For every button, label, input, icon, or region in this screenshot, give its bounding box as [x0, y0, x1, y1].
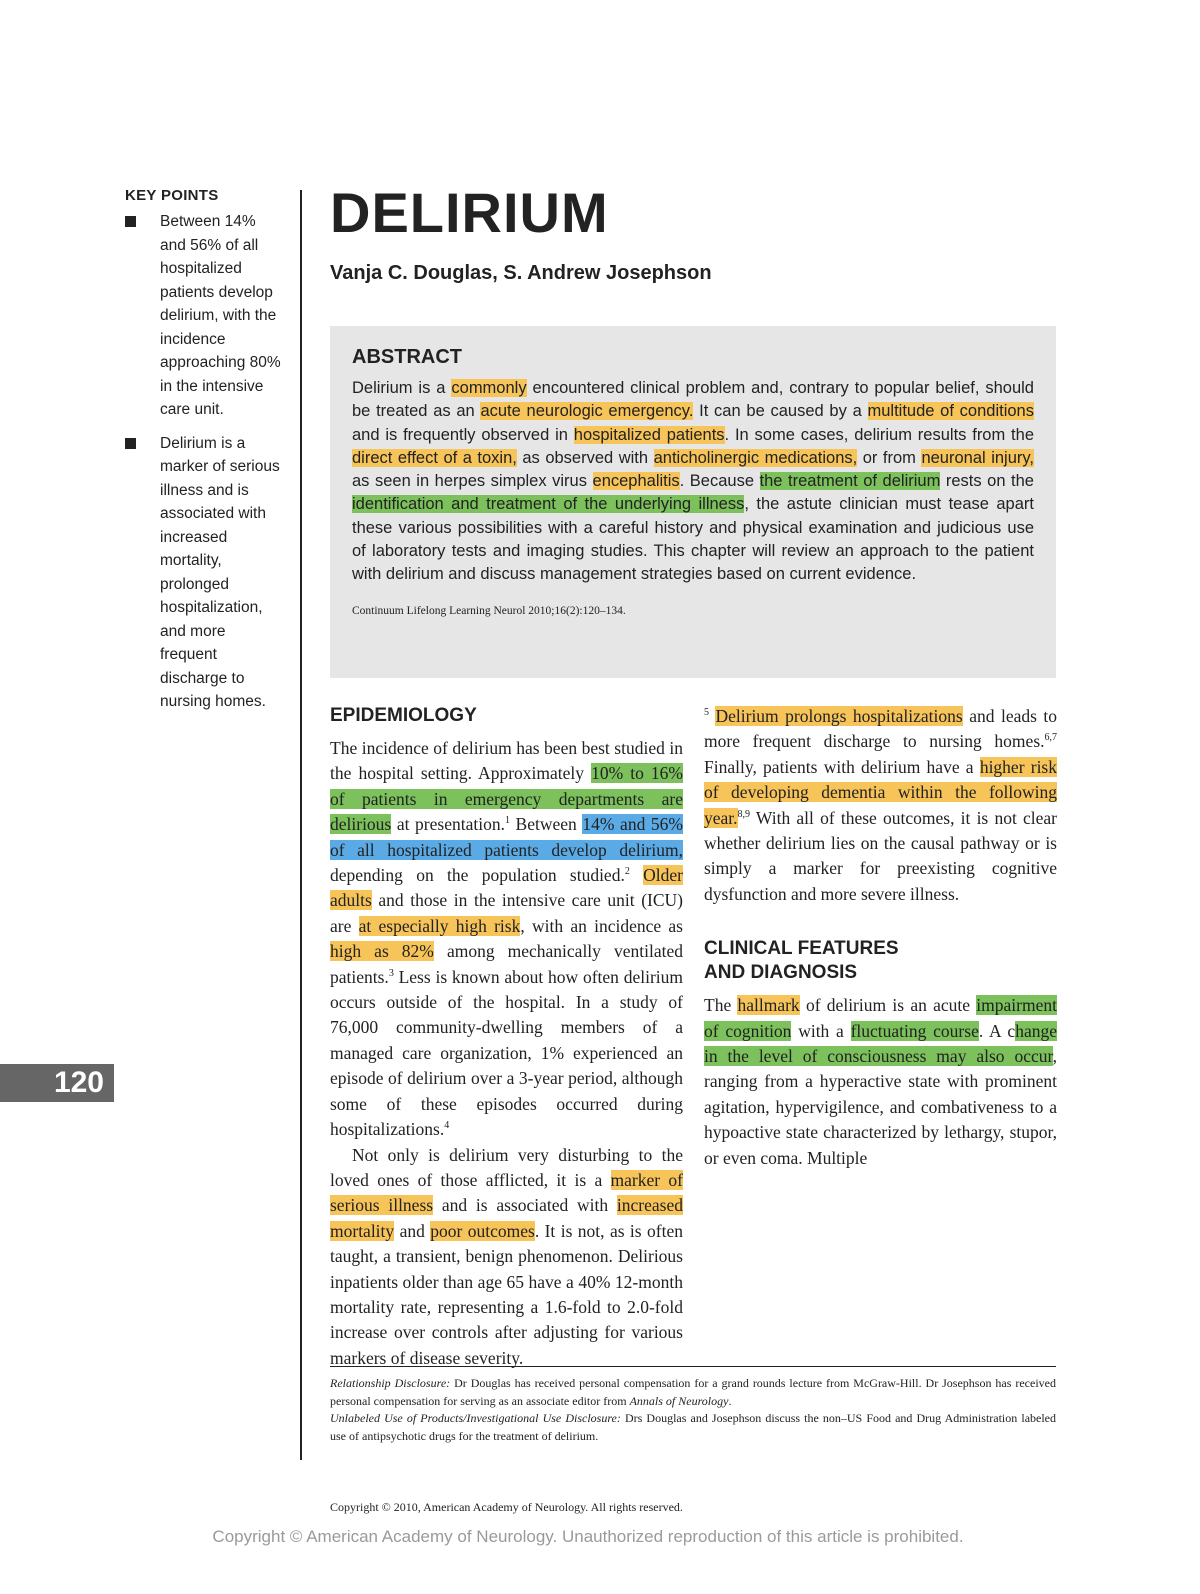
key-points-heading: KEY POINTS — [125, 187, 219, 204]
reference-marker: 6,7 — [1044, 732, 1057, 744]
abstract-box — [330, 326, 1056, 678]
highlight-blue: 14% and 56% of all hospitalized patients develop delirium, — [330, 814, 683, 860]
highlight-yellow: hallmark — [737, 995, 800, 1016]
highlight-yellow: at especially high risk — [358, 915, 521, 936]
body-paragraph: The hallmark of delirium is an acute impairment of cognition with a fluctuating course. A change in the level of consciousness may also occur, ranging from a hyperactive state with prominent agitation, hypervigilence, and combativeness to a hypoactive state characterized by lethargy, stupor, or even coma. Multiple — [704, 995, 1057, 1168]
key-point-item: Delirium is a marker of serious illness and is associated with increased mortality, prolonged hospitalization, and more frequent discharge to nursing homes. — [125, 432, 285, 714]
key-point-item: Between 14% and 56% of all hospitalized patients develop delirium, with the incidence approaching 80% in the intensive care unit. — [125, 210, 285, 422]
abstract-text: Delirium is a commonly encountered clinical problem and, contrary to popular belief, should be treated as an acute neurologic emergency. It can be caused by a multitude of conditions and is frequently observed in hospitalized patients. In some cases, delirium results from the direct effect of a toxin, as observed with anticholinergic medications, or from neuronal injury, as seen in herpes simplex virus encephalitis. Because the treatment of delirium rests on the identification and treatment of the underlying illness, the astute clinician must tease apart these various possibilities with a careful history and physical examination and judicious use of laboratory tests and imaging studies. This chapter will review an approach to the patient with delirium and discuss management strategies based on current evidence. — [352, 379, 1034, 584]
reference-marker: 5 — [704, 707, 709, 719]
highlight-green: the treatment of delirium — [759, 472, 941, 491]
highlight-green: hange in the level of consciousness may also occur — [704, 1020, 1057, 1067]
reference-marker: 3 — [388, 967, 394, 979]
key-points-list — [125, 210, 285, 714]
article-title: DELIRIUM — [330, 181, 609, 244]
reference-marker: 2 — [624, 866, 630, 878]
disclosure-footnote — [330, 1366, 1056, 1445]
section-heading-epidemiology: EPIDEMIOLOGY — [330, 705, 477, 726]
highlight-yellow: encephalitis — [592, 472, 680, 491]
body-paragraph: The incidence of delirium has been best studied in the hospital setting. Approximately 10% to 16% of patients in emergency departments are delirious at presentation.$^1$ Between 14% and 56% of all hospitalized patients develop delirium, depending on the population studied.$^2$ Older adults and those in the intensive care unit (ICU) are at especially high risk, with an incidence as high as 82% among mechanically ventilated patients.$^3$ Less is known about how often delirium occurs outside of the hospital. In a study of 76,000 community-dwelling members of a managed care organization, 1% experienced an episode of delirium over a 3-year period, although some of these episodes occurred during hospitalizations.$^4$ — [330, 738, 684, 1140]
highlight-yellow: Delirium prolongs hospitalizations — [715, 706, 963, 726]
body-column-left — [330, 704, 683, 1371]
reference-marker: 4 — [444, 1120, 450, 1132]
copyright-watermark: Copyright © American Academy of Neurology. Unauthorized reproduction of this article is prohibited. — [212, 1527, 964, 1546]
highlight-yellow: anticholinergic medications, — [653, 448, 858, 467]
highlight-green: impairment of cognition — [704, 995, 1057, 1041]
body-paragraph-continued: $^5$ Delirium prolongs hospitalizations and leads to more frequent discharge to nursing homes.$^{6,7}$ Finally, patients with delirium have a higher risk of developing dementia within the following year.$^{8,9}$ With all of these outcomes, it is not clear whether delirium lies on the causal pathway or is simply a marker for preexisting cognitive dysfunction and more severe illness. — [704, 706, 1058, 904]
section-heading-clinical-features: CLINICAL FEATURES AND DIAGNOSIS — [704, 938, 899, 984]
reference-marker: 1 — [504, 815, 510, 827]
vertical-divider — [300, 190, 302, 1460]
highlight-yellow: increased mortality — [330, 1195, 683, 1241]
highlight-yellow: multitude of conditions — [867, 402, 1034, 421]
abstract-heading: ABSTRACT — [352, 346, 462, 368]
body-column-right — [704, 704, 1057, 1171]
highlight-green: identification and treatment of the underlying illness — [352, 495, 745, 514]
bullet-square-icon — [125, 438, 136, 449]
page-number-tab: 120 — [0, 1064, 114, 1102]
highlight-green: 10% to 16% of patients in emergency departments are delirious — [330, 763, 683, 835]
unlabeled-use-disclosure: Unlabeled Use of Products/Investigational Use Disclosure: Drs Douglas and Josephson discuss the non–US Food and Drug Administration labeled use of antipsychotic drugs for the treatment of delirium. — [330, 1411, 1057, 1443]
reference-marker: 8,9 — [737, 808, 751, 820]
highlight-yellow: marker of serious illness — [330, 1169, 683, 1216]
relationship-disclosure: Relationship Disclosure: Dr Douglas has received personal compensation for a grand rounds lecture from McGraw-Hill. Dr Josephson has received personal compensation for serving as an associate editor from Annals of Neurology. — [330, 1376, 1056, 1408]
bullet-square-icon — [125, 216, 136, 227]
highlight-yellow: commonly — [451, 379, 527, 397]
highlight-yellow: Older adults — [330, 865, 684, 911]
abstract-citation: Continuum Lifelong Learning Neurol 2010;16(2):120–134. — [352, 604, 626, 617]
article-authors: Vanja C. Douglas, S. Andrew Josephson — [330, 262, 712, 284]
highlight-green: fluctuating course — [850, 1020, 979, 1041]
key-points-sidebar — [125, 187, 285, 724]
highlight-yellow: acute neurologic emergency. — [480, 402, 694, 421]
highlight-yellow: hospitalized patients — [573, 425, 725, 444]
highlight-yellow: higher risk of developing dementia within the following year. — [704, 756, 1057, 828]
highlight-yellow: neuronal injury, — [921, 448, 1034, 467]
copyright-line: Copyright © 2010, American Academy of Neurology. All rights reserved. — [330, 1500, 683, 1514]
highlight-yellow: poor outcomes — [430, 1220, 535, 1241]
highlight-yellow: high as 82% — [330, 941, 434, 962]
body-paragraph: Not only is delirium very disturbing to the loved ones of those afflicted, it is a marker of serious illness and is associated with increased mortality and poor outcomes. It is not, as is often taught, a transient, benign phenomenon. Delirious inpatients older than age 65 have a 40% 12-month mortality rate, representing a 1.6-fold to 2.0-fold increase over controls after adjusting for various markers of disease severity. — [330, 1144, 683, 1368]
highlight-yellow: direct effect of a toxin, — [352, 448, 517, 467]
